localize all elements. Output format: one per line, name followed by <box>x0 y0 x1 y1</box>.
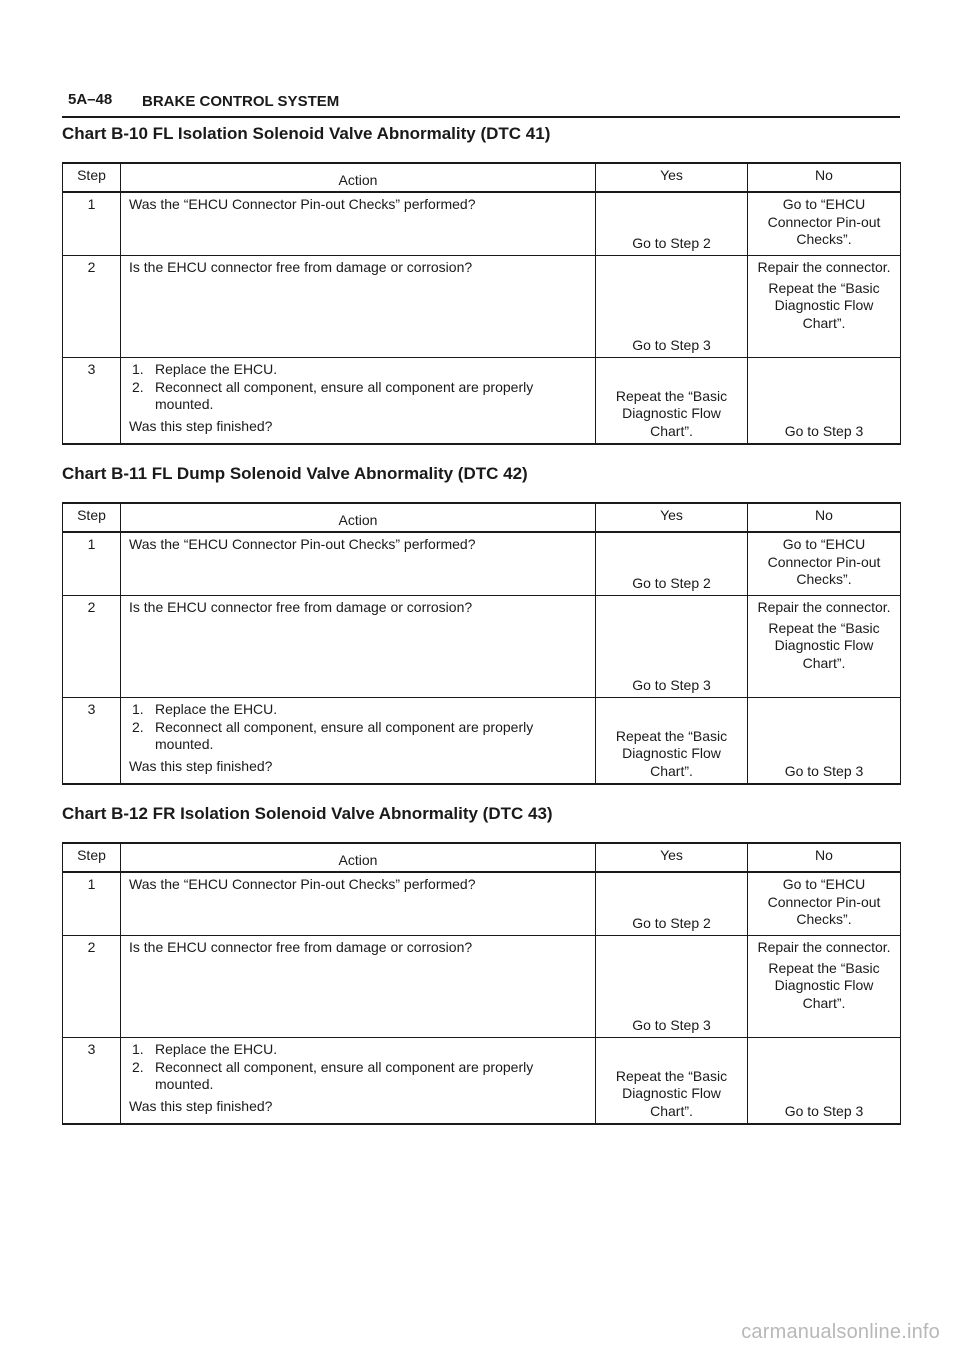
no-result <box>748 256 901 358</box>
no-result-text: Go to Step 3 <box>784 1102 864 1119</box>
action-list <box>129 361 587 414</box>
chart-title: Chart B-11 FL Dump Solenoid Valve Abnormality (DTC 42) <box>62 464 528 483</box>
step-number: 2 <box>63 596 121 698</box>
yes-result: Go to Step 3 <box>596 596 748 698</box>
yes-result: Repeat the “Basic Diagnostic Flow Chart”. <box>596 358 748 445</box>
table-row <box>63 698 901 785</box>
table-row <box>63 872 901 936</box>
yes-result: Repeat the “Basic Diagnostic Flow Chart”. <box>596 698 748 785</box>
table-header-row <box>63 843 901 872</box>
table-row <box>63 532 901 596</box>
step-number: 3 <box>63 358 121 445</box>
section-title: BRAKE CONTROL SYSTEM <box>142 93 340 110</box>
chart-title: Chart B-10 FL Isolation Solenoid Valve Abnormality (DTC 41) <box>62 124 551 143</box>
table-row <box>63 256 901 358</box>
no-result <box>748 596 901 698</box>
column-header-no: No <box>748 503 901 532</box>
step-number: 3 <box>63 1038 121 1125</box>
action-item-text: Reconnect all component, ensure all component are properly mounted. <box>155 1058 534 1092</box>
step-number: 1 <box>63 532 121 596</box>
action-list-item <box>129 719 587 754</box>
no-result <box>748 358 901 445</box>
no-result-text: Repeat the “Basic Diagnostic Flow Chart”. <box>768 959 880 1011</box>
watermark: carmanualsonline.info <box>741 1321 940 1343</box>
yes-result: Go to Step 2 <box>596 872 748 936</box>
no-result-text: Repeat the “Basic Diagnostic Flow Chart”. <box>768 619 880 671</box>
action-item-text: Reconnect all component, ensure all component are properly mounted. <box>155 378 534 412</box>
action-question: Was this step finished? <box>129 417 273 434</box>
action-list-item <box>129 1059 587 1094</box>
no-result <box>748 872 901 936</box>
action-cell <box>121 936 596 1038</box>
page-number: 5A–48 <box>68 91 113 108</box>
action-cell <box>121 1038 596 1125</box>
column-header-step: Step <box>63 163 121 192</box>
table-row <box>63 936 901 1038</box>
action-text: Was the “EHCU Connector Pin-out Checks” performed? <box>129 876 476 892</box>
action-cell <box>121 358 596 445</box>
action-item-text: Reconnect all component, ensure all component are properly mounted. <box>155 718 534 752</box>
table-row <box>63 192 901 256</box>
column-header-yes: Yes <box>596 163 748 192</box>
list-number: 1. <box>132 361 144 377</box>
no-result <box>748 532 901 596</box>
action-text: Is the EHCU connector free from damage or corrosion? <box>129 599 473 615</box>
header-rule <box>62 116 900 118</box>
step-number: 1 <box>63 872 121 936</box>
action-cell <box>121 872 596 936</box>
action-question: Was this step finished? <box>129 757 273 774</box>
column-header-step: Step <box>63 503 121 532</box>
no-result-text: Go to Step 3 <box>784 422 864 439</box>
diagnostic-table <box>62 162 901 445</box>
action-list <box>129 701 587 754</box>
yes-result: Go to Step 3 <box>596 936 748 1038</box>
no-result-text: Repair the connector. <box>757 599 891 615</box>
action-cell <box>121 192 596 256</box>
action-list-item <box>129 701 587 719</box>
step-number: 2 <box>63 256 121 358</box>
diagnostic-table <box>62 842 901 1125</box>
action-question: Was this step finished? <box>129 1097 273 1114</box>
yes-result: Go to Step 2 <box>596 192 748 256</box>
yes-result: Go to Step 3 <box>596 256 748 358</box>
action-text: Is the EHCU connector free from damage or corrosion? <box>129 939 473 955</box>
list-number: 2. <box>132 1058 144 1075</box>
step-number: 1 <box>63 192 121 256</box>
step-number: 2 <box>63 936 121 1038</box>
list-number: 1. <box>132 701 144 717</box>
action-text: Was the “EHCU Connector Pin-out Checks” performed? <box>129 536 476 552</box>
action-cell <box>121 256 596 358</box>
action-cell <box>121 532 596 596</box>
diagnostic-table <box>62 502 901 785</box>
yes-result: Repeat the “Basic Diagnostic Flow Chart”. <box>596 1038 748 1125</box>
table-row <box>63 596 901 698</box>
column-header-action: Action <box>121 503 596 532</box>
action-item-text: Replace the EHCU. <box>155 701 278 717</box>
action-text: Was the “EHCU Connector Pin-out Checks” performed? <box>129 196 476 212</box>
step-number: 3 <box>63 698 121 785</box>
column-header-yes: Yes <box>596 503 748 532</box>
no-result <box>748 936 901 1038</box>
column-header-no: No <box>748 163 901 192</box>
action-list <box>129 1041 587 1094</box>
no-result-text: Go to “EHCU Connector Pin-out Checks”. <box>767 536 881 587</box>
no-result-text: Go to “EHCU Connector Pin-out Checks”. <box>767 876 881 927</box>
no-result-text: Repair the connector. <box>757 259 891 275</box>
action-item-text: Replace the EHCU. <box>155 361 278 377</box>
list-number: 2. <box>132 378 144 395</box>
no-result-text: Repeat the “Basic Diagnostic Flow Chart”. <box>768 279 880 331</box>
action-list-item <box>129 361 587 379</box>
action-list-item <box>129 1041 587 1059</box>
action-cell <box>121 698 596 785</box>
action-item-text: Replace the EHCU. <box>155 1041 278 1057</box>
yes-result: Go to Step 2 <box>596 532 748 596</box>
no-result <box>748 1038 901 1125</box>
column-header-yes: Yes <box>596 843 748 872</box>
action-cell <box>121 596 596 698</box>
action-text: Is the EHCU connector free from damage or corrosion? <box>129 259 473 275</box>
no-result <box>748 698 901 785</box>
page-header <box>62 88 900 118</box>
action-list-item <box>129 379 587 414</box>
column-header-no: No <box>748 843 901 872</box>
table-row <box>63 358 901 445</box>
no-result-text: Go to Step 3 <box>784 762 864 779</box>
table-header-row <box>63 503 901 532</box>
table-row <box>63 1038 901 1125</box>
column-header-action: Action <box>121 163 596 192</box>
table-header-row <box>63 163 901 192</box>
column-header-action: Action <box>121 843 596 872</box>
list-number: 2. <box>132 718 144 735</box>
list-number: 1. <box>132 1041 144 1057</box>
column-header-step: Step <box>63 843 121 872</box>
no-result-text: Repair the connector. <box>757 939 891 955</box>
chart-title: Chart B-12 FR Isolation Solenoid Valve Abnormality (DTC 43) <box>62 804 553 823</box>
no-result-text: Go to “EHCU Connector Pin-out Checks”. <box>767 196 881 247</box>
no-result <box>748 192 901 256</box>
